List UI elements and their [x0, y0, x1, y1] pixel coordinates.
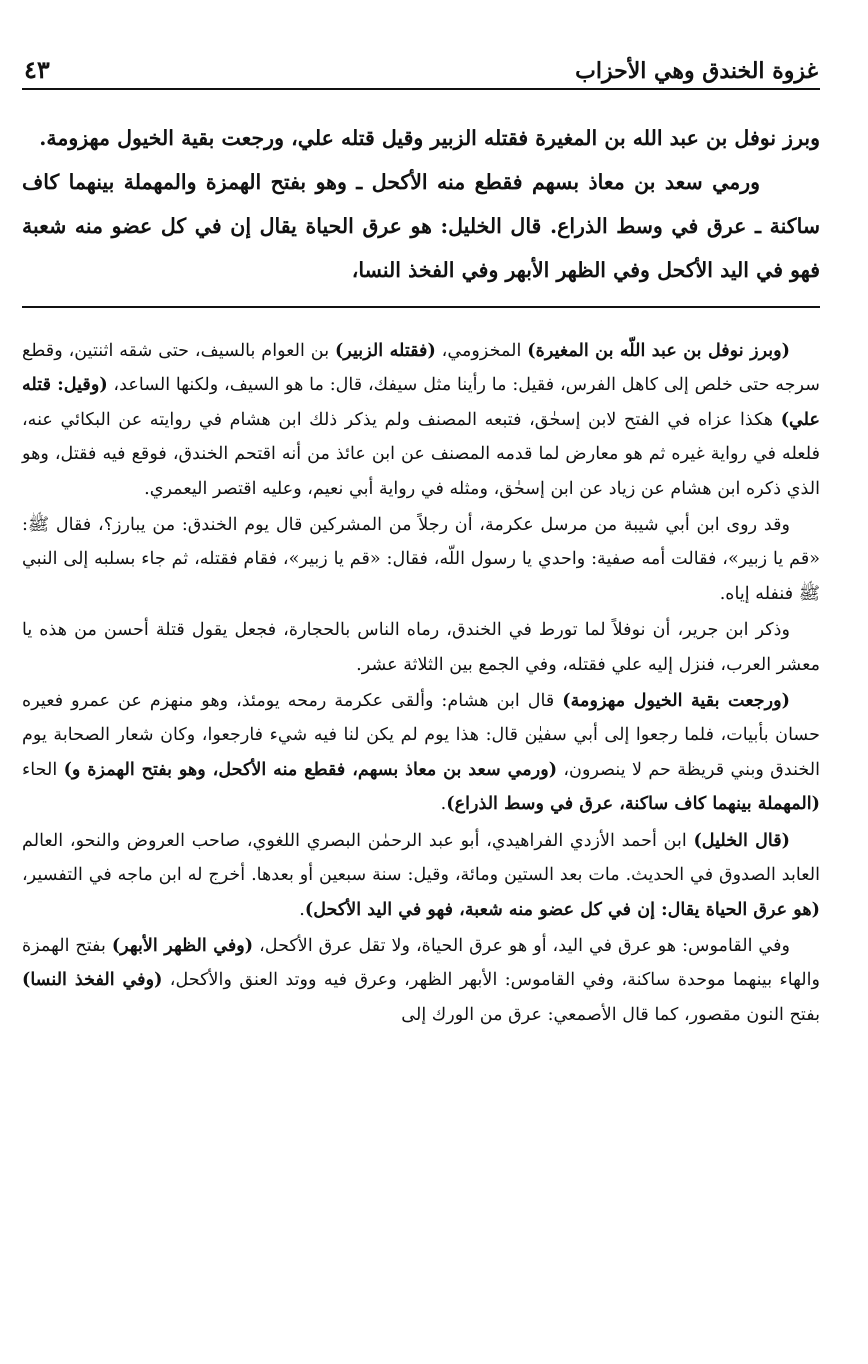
commentary-text: ابن أحمد الأزدي الفراهيدي، أبو عبد الرحمٰن البصري اللغوي، صاحب العروض والنحو، العالم العابد الصدوق في الحديث. مات بعد الستين ومائة، وقيل: سنة سبعين أو بعدها. أخرج له ابن ماجه في التفسير،	[22, 830, 820, 886]
commentary-text: بفتح الهمزة والهاء بينهما موحدة ساكنة، وفي القاموس: الأبهر الظهر، وعرق فيه ووتد العنق والأكحل،	[22, 935, 821, 991]
main-paragraph: وبرز نوفل بن عبد الله بن المغيرة فقتله الزبير وقيل قتله علي، ورجعت بقية الخيول مهزومة.	[39, 126, 820, 150]
main-paragraph: ورمي سعد بن معاذ بسهم فقطع منه الأكحل ـ وهو بفتح الهمزة والمهملة بينهما كاف ساكنة ـ عرق في وسط الذراع. قال الخليل: هو عرق الحياة يقال إن في كل عضو منه شعبة فهو في اليد الأكحل وفي الظهر الأبهر وفي الفخذ النسا،	[22, 170, 820, 282]
quoted-phrase: (ورجعت بقية الخيول مهزومة)	[562, 690, 790, 712]
commentary-text: .	[440, 794, 447, 815]
commentary-paragraph: وقد روى ابن أبي شيبة من مرسل عكرمة، أن رجلاً من المشركين قال يوم الخندق: من يبارز؟، فقال ﷺ: «قم يا زبير»، فقالت أمه صفية: واحدي يا رسول اللّه، فقال: «قم يا زبير»، فقام فقتله، ثم جاء بسلبه إلى النبي ﷺ فنفله إياه.	[22, 515, 820, 604]
commentary-text: .	[299, 899, 305, 920]
running-title: غزوة الخندق وهي الأحزاب	[575, 58, 818, 84]
book-page	[22, 40, 820, 1034]
commentary-text: بفتح النون مقصور، كما قال الأصمعي: عرق من الورك إلى	[401, 1004, 820, 1025]
commentary-text: بن العوام بالسيف، حتى شقه اثنتين، وقطع سرجه حتى خلص إلى كاهل الفرس، فقيل: ما رأينا مثل سيفك، قال: ما هو السيف، ولكنها الساعد،	[22, 341, 820, 396]
quoted-phrase: (وفي الفخذ النسا)	[22, 969, 163, 991]
quoted-phrase: (وبرز نوفل بن عبد اللّه بن المغيرة)	[527, 340, 790, 361]
quoted-phrase: (ورمي سعد بن معاذ بسهم، فقطع منه الأكحل، وهو بفتح الهمزة و)	[63, 758, 558, 780]
commentary-text: وفي القاموس: هو عرق في اليد، أو هو عرق الحياة، ولا تقل عرق الأكحل،	[253, 935, 791, 956]
quoted-phrase: (هو عرق الحياة يقال: إن في كل عضو منه شعبة، فهو في اليد الأكحل)	[304, 898, 820, 920]
commentary-text: الحاء	[22, 759, 64, 780]
commentary-text: قال ابن هشام: وألقى عكرمة رمحه يومئذ، وهو منهزم عن عمرو فعيره حسان بأبيات، فلما رجعوا إلى أبي سفيٰن قال: هذا يوم لم يكن لنا فيه شيء فارجعوا، وكان شعار الصحابة يوم الخندق وبني قريظة حم لا ينصرون،	[22, 691, 820, 780]
quoted-phrase: (قال الخليل)	[693, 829, 790, 851]
page-number: ٤٣	[24, 55, 50, 84]
commentary-paragraph	[22, 684, 820, 822]
quoted-phrase: (فقتله الزبير)	[334, 340, 436, 361]
commentary-paragraph: وذكر ابن جرير، أن نوفلاً لما تورط في الخندق، رماه الناس بالحجارة، فجعل يقول قتلة أحسن من هذه يا معشر العرب، فنزل إليه علي فقتله، وفي الجمع بين الثلاثة عشر.	[22, 620, 820, 675]
commentary-text: المخزومي،	[435, 341, 528, 361]
quoted-phrase: (المهملة بينهما كاف ساكنة، عرق في وسط الذراع)	[446, 793, 820, 815]
section-divider	[22, 306, 820, 308]
page-header	[22, 40, 820, 90]
commentary-text: هكذا عزاه في الفتح لابن إسحٰق، فتبعه المصنف ولم يذكر ذلك ابن هشام في روايته عن البكائي عنه، فلعله في رواية غيره ثم هو معارض لما قدمه المصنف عن ابن عائذ من أنه اقتحم الخندق، فوقع فيه فقتل، وهو الذي ذكره ابن هشام عن زياد عن ابن إسحٰق، ومثله في رواية أبي نعيم، وعليه اقتصر اليعمري.	[22, 409, 820, 499]
quoted-phrase: (وقيل: قتله علي)	[22, 374, 820, 430]
quoted-phrase: (وفي الظهر الأبهر)	[111, 934, 254, 956]
commentary-paragraph	[22, 929, 820, 1032]
main-text	[22, 116, 820, 292]
commentary	[22, 334, 820, 1032]
commentary-paragraph	[22, 334, 820, 506]
commentary-paragraph	[22, 824, 820, 927]
